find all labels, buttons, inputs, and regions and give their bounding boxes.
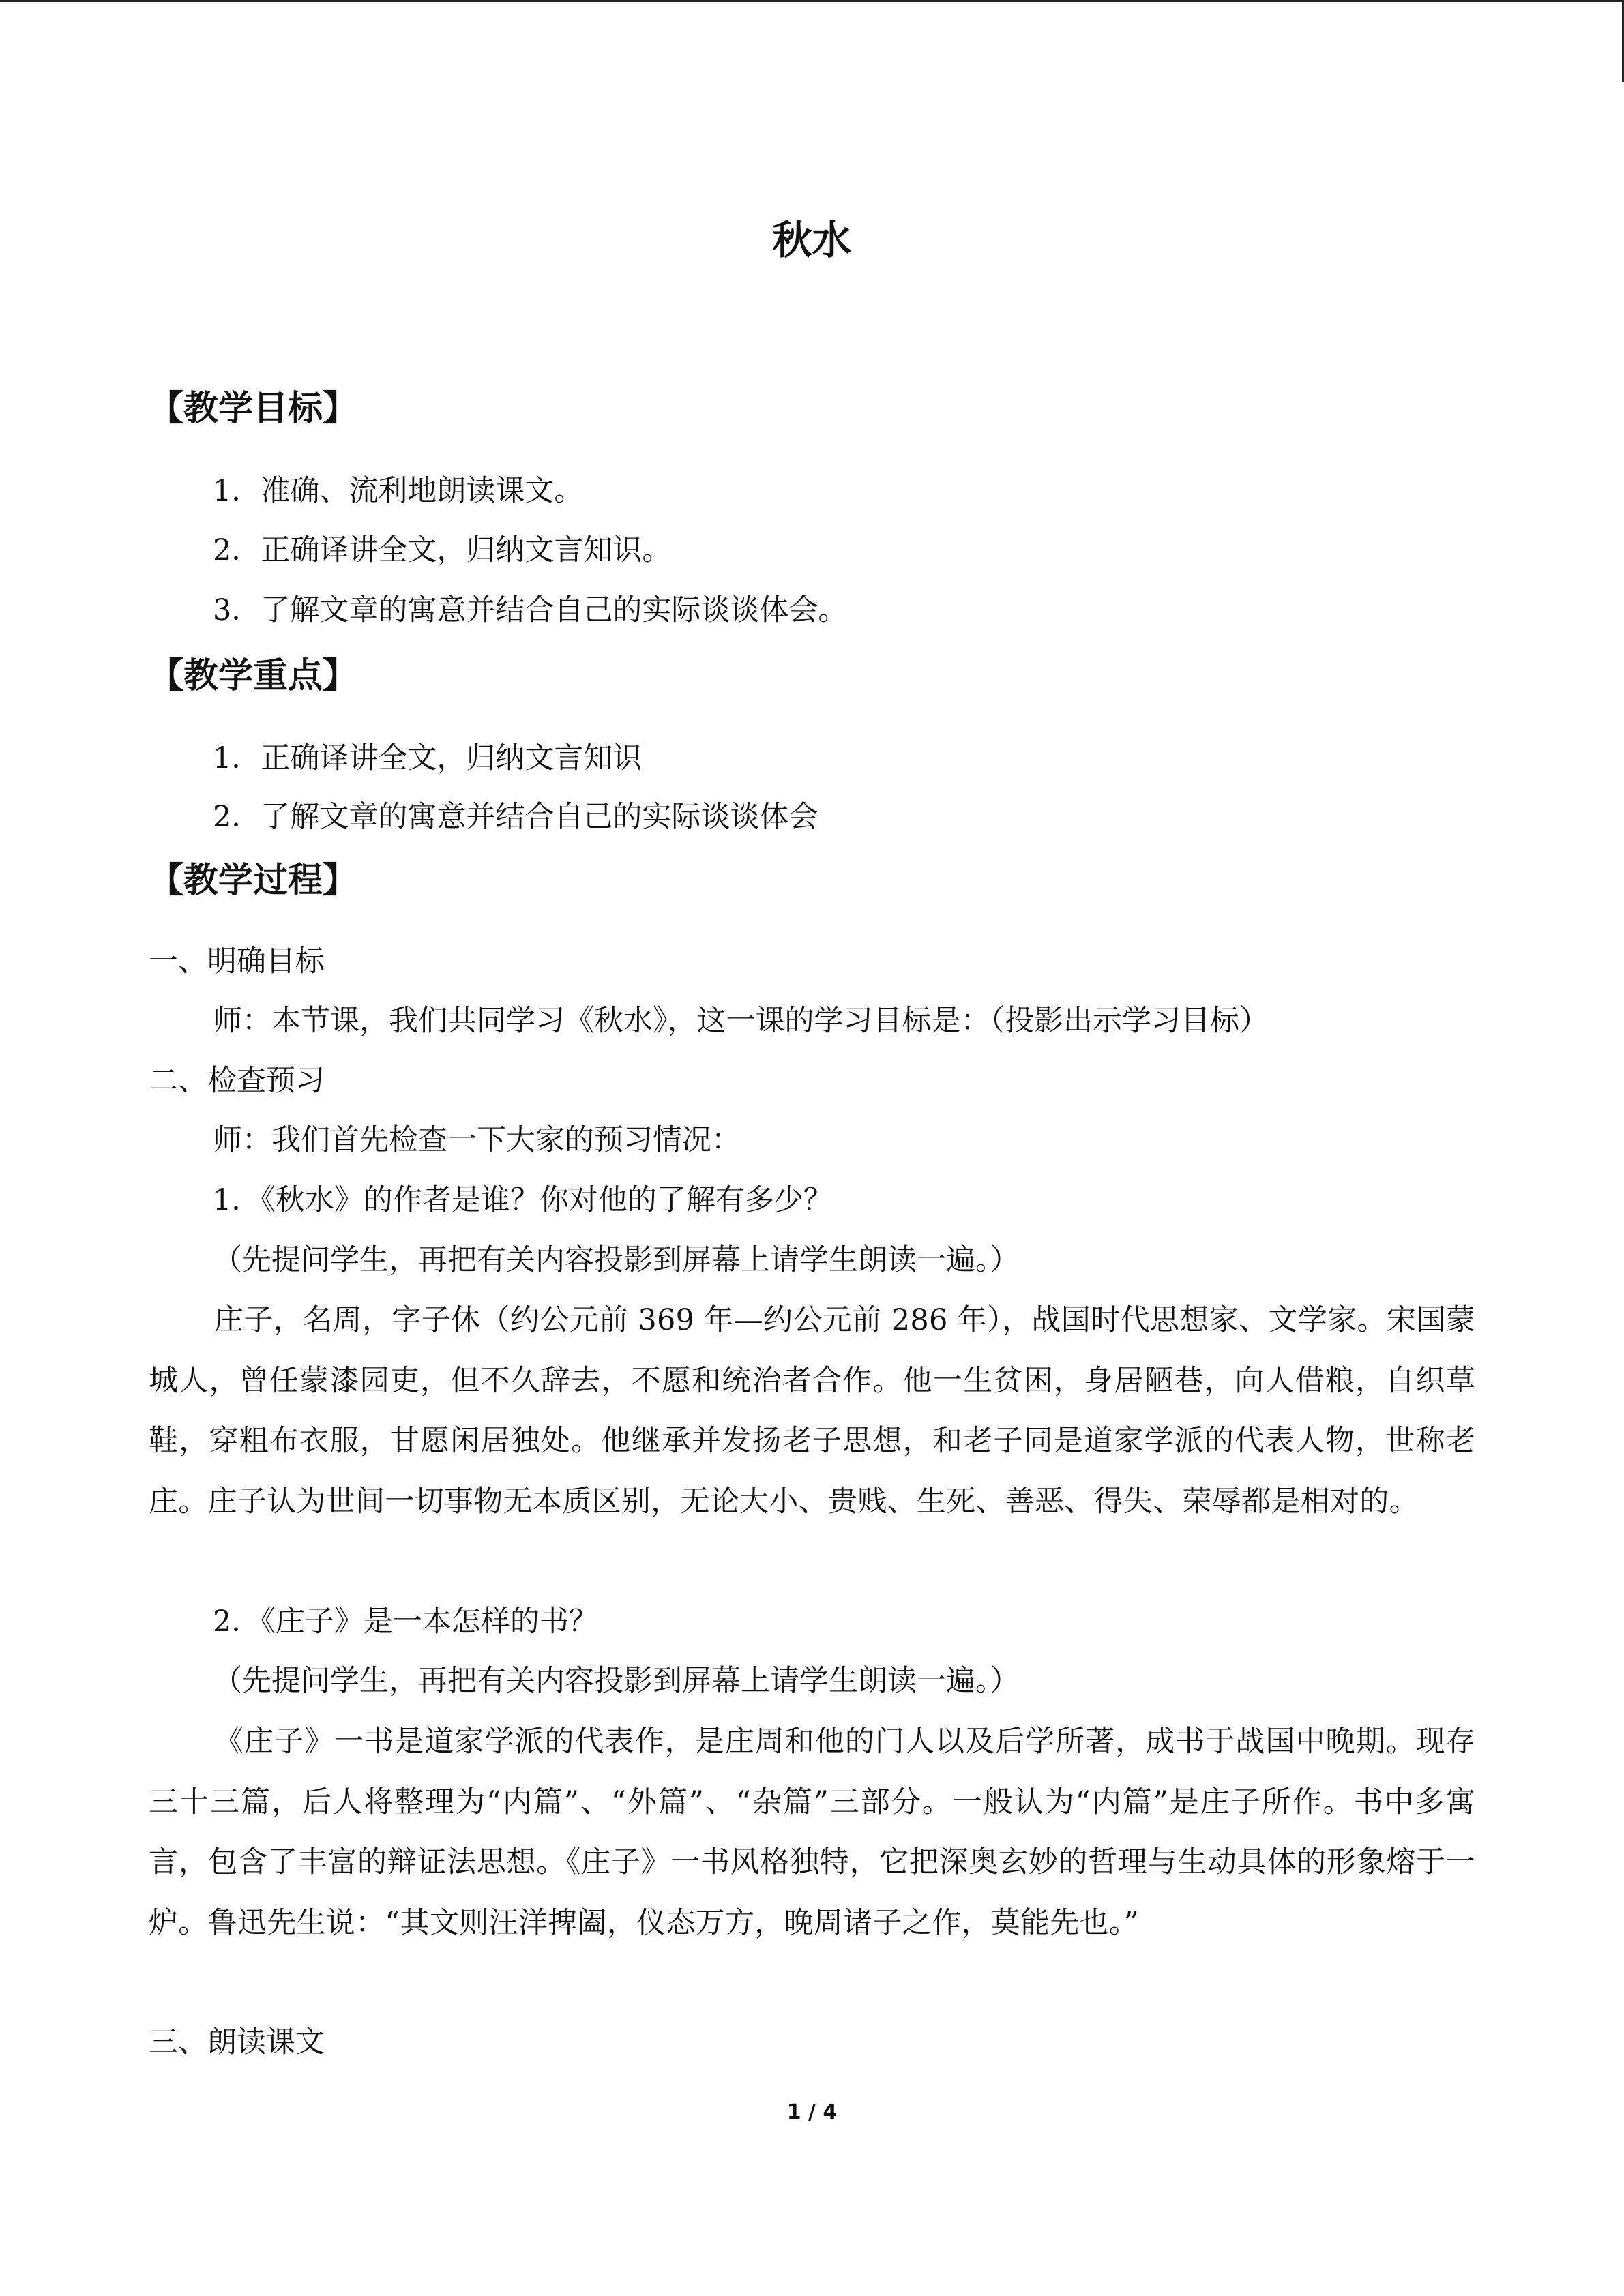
step-3-title: 三、朗读课文 <box>149 2025 325 2059</box>
question-1: 1．《秋水》的作者是谁？你对他的了解有多少？ <box>213 1183 833 1217</box>
page-top-border <box>0 0 1624 2</box>
page-number: 1 / 4 <box>786 2100 838 2124</box>
step-2-text: 师：我们首先检查一下大家的预习情况： <box>213 1123 741 1157</box>
key-item-1: 1．正确译讲全文，归纳文言知识 <box>213 741 643 775</box>
goal-item-2: 2．正确译讲全文，归纳文言知识。 <box>213 533 672 567</box>
step-1-text: 师：本节课，我们共同学习《秋水》，这一课的学习目标是：（投影出示学习目标） <box>213 1004 1269 1038</box>
step-1-title: 一、明确目标 <box>149 944 325 979</box>
step-2-title: 二、检查预习 <box>149 1064 325 1098</box>
question-2-note: （先提问学生，再把有关内容投影到屏幕上请学生朗读一遍。） <box>213 1664 1020 1698</box>
goal-item-1: 1．准确、流利地朗读课文。 <box>213 474 584 508</box>
heading-goals: 【教学目标】 <box>149 389 358 429</box>
goal-item-3: 3．了解文章的寓意并结合自己的实际谈谈体会。 <box>213 593 848 627</box>
page-title: 秋水 <box>772 217 852 263</box>
question-1-note: （先提问学生，再把有关内容投影到屏幕上请学生朗读一遍。） <box>213 1243 1020 1277</box>
answer-2-paragraph: 《庄子》一书是道家学派的代表作，是庄周和他的门人以及后学所著，成书于战国中晚期。现存三十三篇，后人将整理为“内篇”、“外篇”、“杂篇”三部分。一般认为“内篇”是庄子所作。书中多寓言，包含了丰富的辩证法思想。《庄子》一书风格独特，它把深奥玄妙的哲理与生动具体的形象熔于一炉。鲁迅先生说：“其文则汪洋捭阖，仪态万方，晚周诸子之作，莫能先也。” <box>149 1725 1475 1940</box>
heading-process: 【教学过程】 <box>149 861 358 901</box>
answer-1-paragraph: 庄子，名周，字子休（约公元前 369 年—约公元前 286 年），战国时代思想家、文学家。宋国蒙城人，曾任蒙漆园吏，但不久辞去，不愿和统治者合作。他一生贫困，身居陋巷，向人借粮，自织草鞋，穿粗布衣服，甘愿闲居独处。他继承并发扬老子思想，和老子同是道家学派的代表人物，世称老庄。庄子认为世间一切事物无本质区别，无论大小、贵贱、生死、善恶、得失、荣辱都是相对的。 <box>149 1303 1475 1519</box>
question-2: 2．《庄子》是一本怎样的书？ <box>213 1605 598 1639</box>
heading-keys: 【教学重点】 <box>149 656 358 696</box>
key-item-2: 2．了解文章的寓意并结合自己的实际谈谈体会 <box>213 800 818 834</box>
